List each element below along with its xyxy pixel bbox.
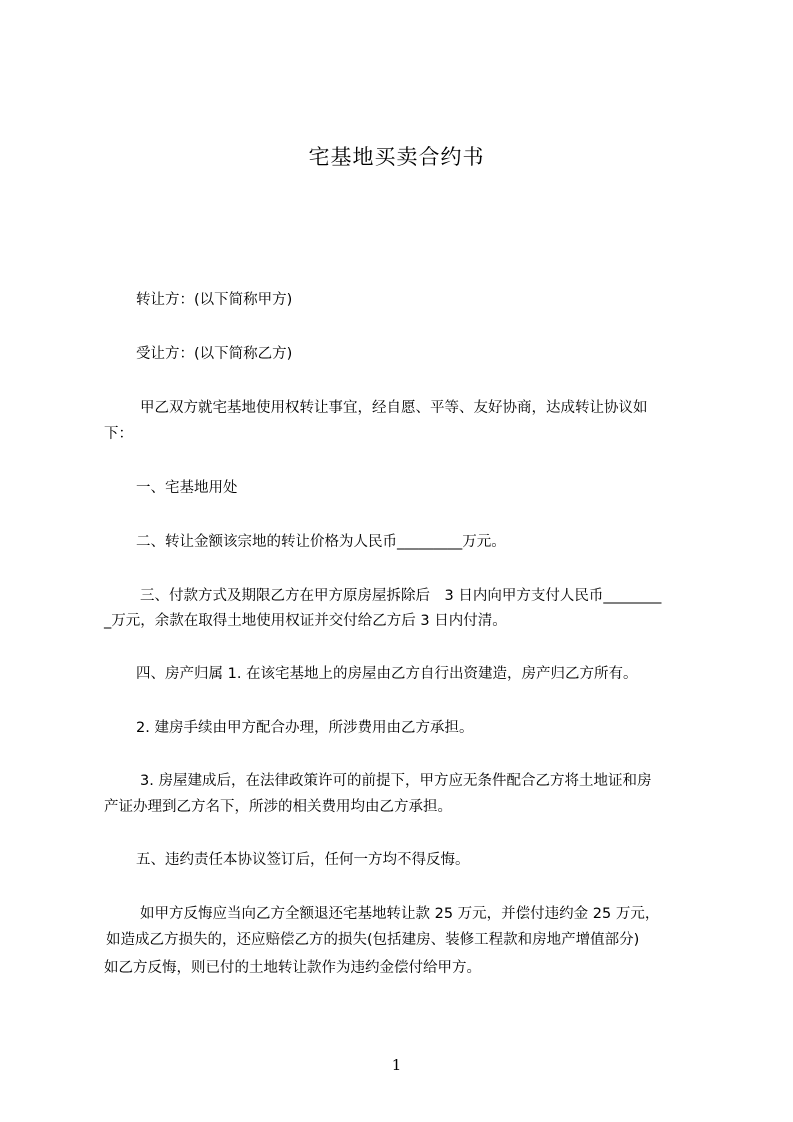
document-title: 宅基地买卖合约书 [308,145,485,169]
clause-3-payment-line-1: 三、付款方式及期限乙方在甲方原房屋拆除后 3 日内向甲方支付人民币________ [140,588,662,604]
clause-5-liability: 五、违约责任本协议签订后，任何一方均不得反悔。 [136,852,470,868]
breach-paragraph-line-1: 如甲方反悔应当向乙方全额退还宅基地转让款 25 万元，并偿付违约金 25 万元， [140,906,660,922]
transferee-line: 受让方：(以下简称乙方) [136,346,293,362]
breach-paragraph-line-3: 如乙方反悔，则已付的土地转让款作为违约金偿付给甲方。 [104,960,481,976]
clause-4-item-2: 2. 建房手续由甲方配合办理，所涉费用由乙方承担。 [136,720,474,736]
page-number: 1 [391,1056,402,1074]
clause-4-item-3-line-2: 产证办理到乙方名下，所涉的相关费用均由乙方承担。 [104,799,452,815]
agreement-intro-line-1: 甲乙双方就宅基地使用权转让事宜，经自愿、平等、友好协商，达成转让协议如 [140,400,648,416]
agreement-intro-line-2: 下： [104,426,133,442]
clause-3-payment-line-2: _万元，余款在取得土地使用权证并交付给乙方后 3 日内付清。 [104,613,507,629]
breach-paragraph-line-2: 如造成乙方损失的，还应赔偿乙方的损失(包括建房、装修工程款和房地产增值部分) [106,932,640,948]
clause-4-item-3-line-1: 3. 房屋建成后，在法律政策许可的前提下，甲方应无条件配合乙方将土地证和房 [140,773,652,789]
clause-2-amount: 二、转让金额该宗地的转让价格为人民币_________万元。 [136,534,506,550]
transferor-line: 转让方：(以下简称甲方) [136,292,293,308]
clause-4-ownership: 四、房产归属 1. 在该宅基地上的房屋由乙方自行出资建造，房产归乙方所有。 [136,666,638,682]
clause-1-use: 一、宅基地用处 [136,480,238,496]
